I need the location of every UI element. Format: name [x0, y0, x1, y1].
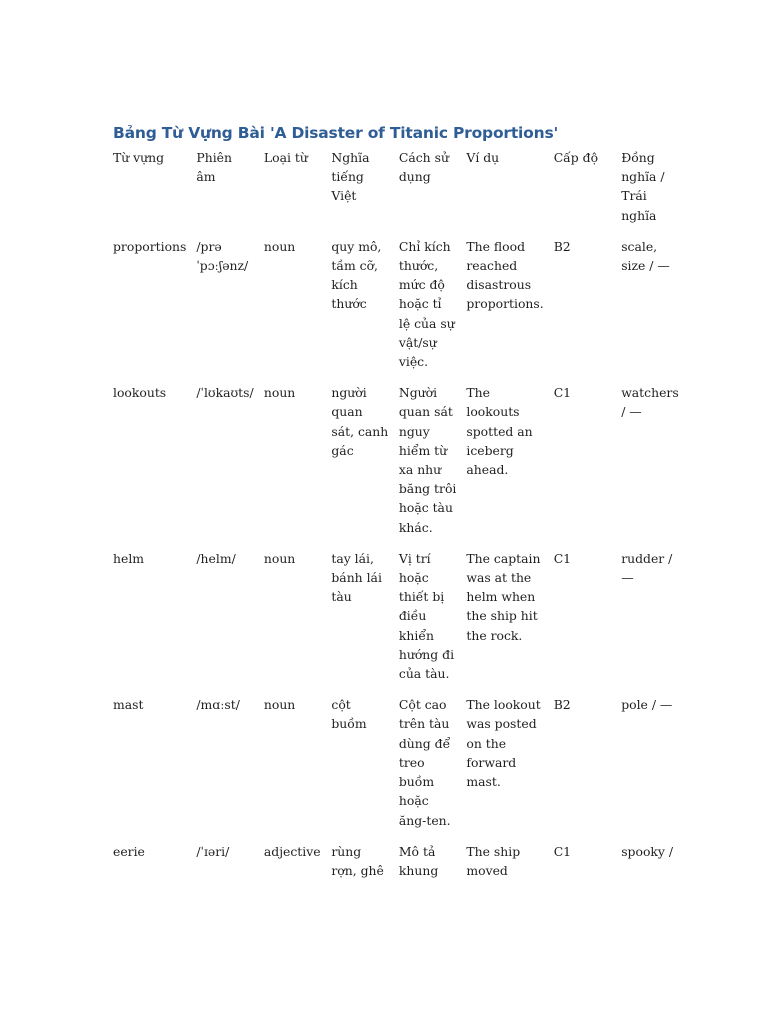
cell-pronunciation: /ˈɪəri/ — [196, 843, 230, 859]
cell-synonym-antonym: rudder / — — [621, 550, 673, 586]
document-title: Bảng Từ Vựng Bài 'A Disaster of Titanic Proportions' — [113, 124, 559, 142]
cell-pronunciation: /mɑːst/ — [196, 697, 240, 713]
cell-pronunciation: /ˈlʊkaʊts/ — [196, 385, 254, 401]
cell-usage: Mô tả khung — [398, 843, 439, 878]
vocabulary-table — [108, 148, 684, 892]
cell-vietnamese-meaning: cột buồm — [331, 697, 367, 732]
cell-level: B2 — [553, 697, 571, 713]
header-word-type: Loại từ — [263, 150, 308, 165]
cell-example: The flood reached disastrous proportions. — [466, 238, 544, 312]
cell-vietnamese-meaning: quy mô, tầm cỡ, kích thước — [331, 238, 382, 312]
cell-word: eerie — [113, 843, 145, 859]
cell-example: The lookouts spotted an iceberg ahead. — [466, 385, 533, 478]
cell-vietnamese-meaning: tay lái, bánh lái tàu — [331, 550, 382, 605]
cell-word: helm — [113, 550, 145, 566]
cell-synonym-antonym: scale, size / — — [621, 238, 670, 274]
cell-example: The captain was at the helm when the ship hit the rock. — [466, 550, 541, 643]
cell-example: The ship moved — [466, 843, 521, 878]
cell-pronunciation: /prəˈpɔːʃənz/ — [196, 238, 249, 274]
cell-usage: Người quan sát nguy hiểm từ xa như băng trôi hoặc tàu khác. — [398, 385, 457, 535]
cell-level: C1 — [553, 385, 572, 401]
cell-word: mast — [113, 697, 144, 713]
cell-level: B2 — [553, 238, 571, 254]
header-pronunciation: Phiên âm — [196, 150, 232, 185]
cell-synonym-antonym: pole / — — [621, 697, 673, 713]
cell-word: proportions — [113, 238, 187, 254]
header-vietnamese-meaning: Nghĩa tiếng Việt — [331, 150, 370, 204]
cell-synonym-antonym: spooky / — [621, 843, 674, 859]
table-row — [108, 695, 684, 841]
cell-word-type: adjective — [263, 843, 321, 859]
cell-usage: Chỉ kích thước, mức độ hoặc tỉ lệ của sự vật/sự việc. — [398, 238, 455, 370]
table-row — [108, 383, 684, 549]
header-level: Cấp độ — [553, 150, 599, 165]
cell-usage: Vị trí hoặc thiết bị điều khiển hướng đi của tàu. — [398, 550, 455, 682]
cell-vietnamese-meaning: rùng rợn, ghê — [331, 843, 384, 878]
cell-usage: Cột cao trên tàu dùng để treo buồm hoặc ăng-ten. — [398, 697, 451, 828]
cell-word: lookouts — [113, 385, 167, 401]
cell-word-type: noun — [263, 385, 296, 401]
header-word: Từ vựng — [113, 150, 165, 165]
cell-level: C1 — [553, 843, 572, 859]
cell-synonym-antonym: watchers / — — [621, 385, 679, 420]
table-row — [108, 549, 684, 695]
cell-word-type: noun — [263, 550, 296, 566]
cell-example: The lookout was posted on the forward mast. — [466, 697, 541, 790]
header-example: Ví dụ — [466, 150, 500, 165]
table-row — [108, 842, 684, 892]
cell-word-type: noun — [263, 238, 296, 254]
table-row — [108, 237, 684, 383]
cell-pronunciation: /helm/ — [196, 550, 236, 566]
cell-level: C1 — [553, 550, 572, 566]
header-usage: Cách sử dụng — [398, 150, 449, 185]
cell-word-type: noun — [263, 697, 296, 713]
header-synonym-antonym: Đồng nghĩa / Trái nghĩa — [621, 150, 665, 223]
cell-vietnamese-meaning: người quan sát, canh gác — [331, 385, 389, 458]
table-header-row — [108, 148, 684, 237]
